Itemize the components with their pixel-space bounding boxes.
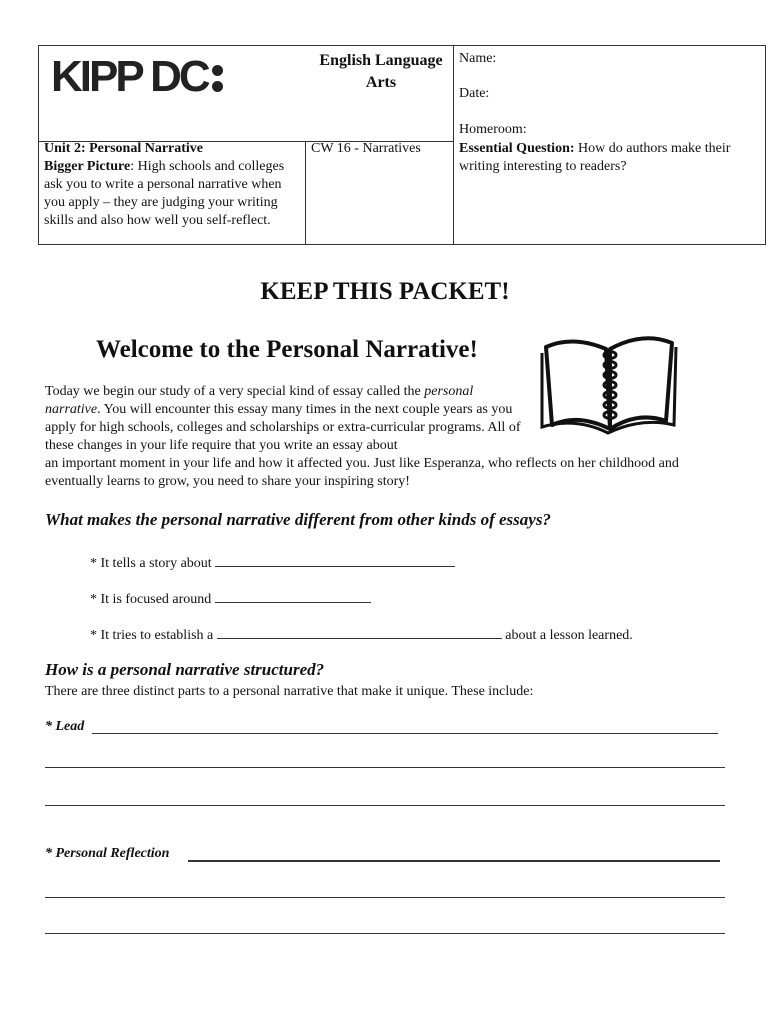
intro-text: Today we begin our study of a very special kind of essay called the <box>45 384 425 399</box>
intro-emphasis: personal narrative <box>45 384 474 417</box>
answer-blank[interactable] <box>217 625 502 639</box>
answer-blank[interactable] <box>215 589 371 603</box>
list-item <box>90 553 455 572</box>
answer-line[interactable] <box>45 767 725 768</box>
logo-colon-icon <box>212 57 224 97</box>
intro-text: . You will encounter this essay many times in the next couple years as you apply for high schools, colleges and scholarships or extra-curricular programs. All of these changes in your life require that you write an essay about <box>45 402 521 453</box>
question-heading: What makes the personal narrative different from other kinds of essays? <box>45 510 551 529</box>
unit-label: Unit 2: Personal Narrative <box>44 141 204 156</box>
cw-label: CW 16 - Narratives <box>311 141 421 156</box>
date-field-label: Date: <box>459 86 490 101</box>
structure-text: There are three distinct parts to a personal narrative that make it unique. These include: <box>45 684 534 699</box>
divider <box>305 141 306 244</box>
bigger-picture-label: Bigger Picture <box>44 159 131 174</box>
item-text: about a lesson learned. <box>501 628 633 643</box>
item-text: * It is focused around <box>90 592 212 607</box>
item-text: * It tries to establish a <box>90 628 214 643</box>
answer-line[interactable] <box>92 733 718 734</box>
essential-question <box>459 140 759 176</box>
header-table <box>38 45 766 245</box>
list-item <box>90 625 633 644</box>
bigger-picture-text: : High schools and colleges ask you to write a personal narrative when you apply – they are judging your writing skills and also how well you self-reflect. <box>44 159 285 228</box>
bigger-picture <box>44 158 300 230</box>
kipp-dc-logo <box>51 54 224 100</box>
reflection-label: * Personal Reflection <box>45 846 170 861</box>
name-field-label: Name: <box>459 51 497 66</box>
homeroom-field-label: Homeroom: <box>459 122 527 137</box>
item-text: * It tells a story about <box>90 556 212 571</box>
subject-title: English Language Arts <box>319 52 443 91</box>
keep-packet-title: KEEP THIS PACKET! <box>260 278 510 305</box>
answer-line[interactable] <box>188 860 720 862</box>
answer-line[interactable] <box>45 805 725 806</box>
welcome-title: Welcome to the Personal Narrative! <box>96 336 478 363</box>
list-item <box>90 589 371 608</box>
answer-line[interactable] <box>45 933 725 934</box>
open-book-icon <box>538 325 678 435</box>
essential-question-label: Essential Question: <box>459 141 575 156</box>
logo-text: KIPP DC <box>51 52 208 101</box>
lead-label: * Lead <box>45 719 85 734</box>
intro-paragraph-cont: an important moment in your life and how it affected you. Just like Esperanza, who reflects on her childhood and eventually learns to grow, you need to share your inspiring story! <box>45 456 679 489</box>
question-heading: How is a personal narrative structured? <box>45 660 325 679</box>
intro-paragraph <box>45 383 531 455</box>
answer-blank[interactable] <box>215 553 455 567</box>
answer-line[interactable] <box>45 897 725 898</box>
essential-question-text: How do authors make their writing interesting to readers? <box>459 141 731 174</box>
